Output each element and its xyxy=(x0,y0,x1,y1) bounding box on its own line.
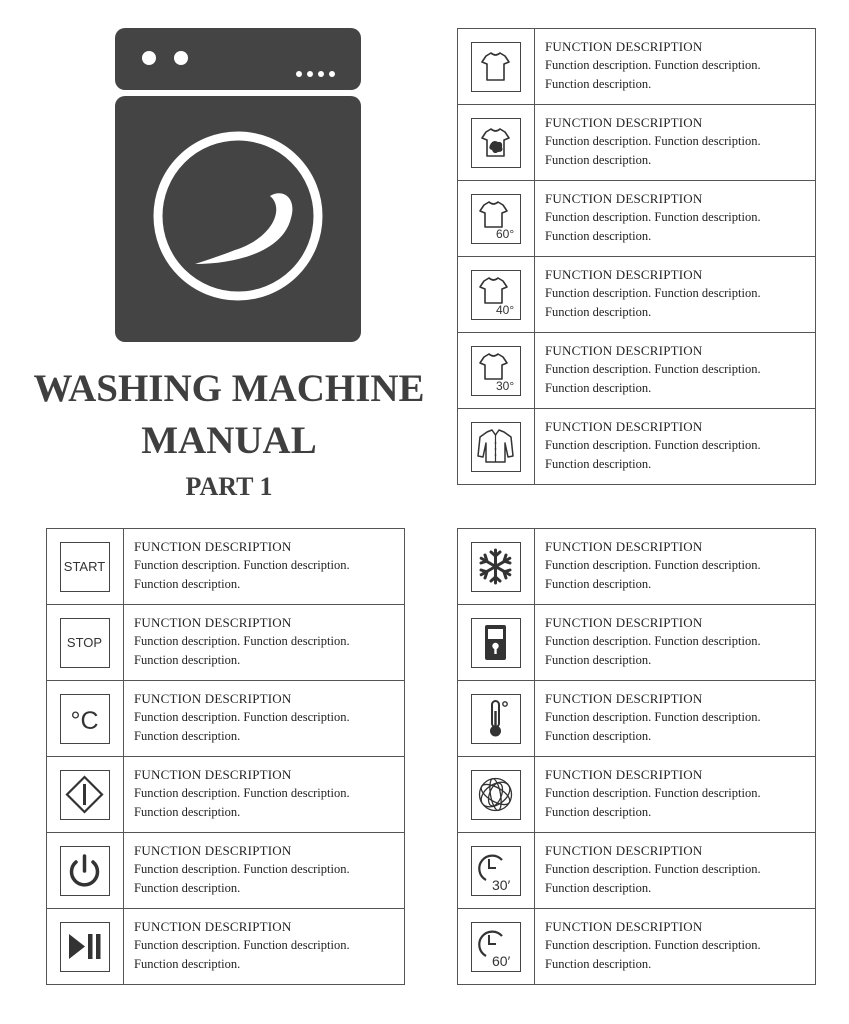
row-description: Function description. Function description. xyxy=(545,786,761,800)
table-row xyxy=(458,833,816,909)
row-description: Function description. Function description. xyxy=(134,634,350,648)
tshirt-40-icon xyxy=(471,270,521,320)
table-row xyxy=(47,529,405,605)
row-description: Function description. xyxy=(545,153,652,167)
row-heading: FUNCTION DESCRIPTION xyxy=(545,919,703,934)
table-row xyxy=(458,333,816,409)
table-row xyxy=(458,909,816,985)
row-heading: FUNCTION DESCRIPTION xyxy=(545,691,703,706)
row-description: Function description. Function description. xyxy=(134,710,350,724)
row-description: Function description. Function description. xyxy=(545,634,761,648)
row-description: Function description. xyxy=(545,653,652,667)
row-heading: FUNCTION DESCRIPTION xyxy=(545,539,703,554)
row-description: Function description. xyxy=(545,881,652,895)
row-description: Function description. xyxy=(545,229,652,243)
temperature-badge: 30° xyxy=(496,378,515,393)
functions-table-top-right xyxy=(457,28,816,485)
temperature-badge: 60° xyxy=(496,226,515,241)
celsius-icon xyxy=(60,694,110,744)
tshirt-60-icon xyxy=(471,194,521,244)
row-description: Function description. Function description. xyxy=(545,938,761,952)
row-heading: FUNCTION DESCRIPTION xyxy=(134,767,292,782)
row-heading: FUNCTION DESCRIPTION xyxy=(545,39,703,54)
title-line-1: WASHING MACHINE xyxy=(33,367,425,410)
row-description: Function description. xyxy=(134,805,241,819)
row-heading: FUNCTION DESCRIPTION xyxy=(134,691,292,706)
timer-badge: 60′ xyxy=(492,952,511,969)
row-description: Function description. xyxy=(545,77,652,91)
functions-table-bottom-left xyxy=(46,528,405,985)
row-description: Function description. Function description. xyxy=(545,710,761,724)
table-row xyxy=(47,833,405,909)
door-lock-icon xyxy=(471,618,521,668)
row-heading: FUNCTION DESCRIPTION xyxy=(545,115,703,130)
wool-ball-icon xyxy=(471,770,521,820)
row-description: Function description. Function description. xyxy=(545,286,761,300)
row-description: Function description. Function description. xyxy=(134,786,350,800)
row-description: Function description. xyxy=(134,729,241,743)
row-description: Function description. Function description. xyxy=(545,438,761,452)
table-row xyxy=(458,605,816,681)
table-row xyxy=(458,757,816,833)
washing-machine-icon xyxy=(115,28,361,342)
row-description: Function description. xyxy=(134,957,241,971)
table-row xyxy=(458,409,816,485)
power-icon xyxy=(60,846,110,896)
timer-30-icon xyxy=(471,846,521,896)
diamond-power-icon xyxy=(60,770,110,820)
row-description: Function description. xyxy=(545,381,652,395)
row-description: Function description. xyxy=(545,305,652,319)
table-row xyxy=(47,605,405,681)
stained-tshirt-icon xyxy=(471,118,521,168)
row-description: Function description. xyxy=(134,653,241,667)
celsius-label: °C xyxy=(70,706,99,735)
part-label: PART 1 xyxy=(185,472,273,501)
functions-table-bottom-right xyxy=(457,528,816,985)
row-description: Function description. xyxy=(545,729,652,743)
row-heading: FUNCTION DESCRIPTION xyxy=(134,539,292,554)
row-description: Function description. xyxy=(134,881,241,895)
stop-label: STOP xyxy=(66,634,103,650)
row-description: Function description. Function description. xyxy=(545,862,761,876)
row-heading: FUNCTION DESCRIPTION xyxy=(134,843,292,858)
row-description: Function description. xyxy=(134,577,241,591)
row-description: Function description. xyxy=(545,577,652,591)
table-row xyxy=(458,105,816,181)
start-label: START xyxy=(63,558,106,574)
row-description: Function description. xyxy=(545,957,652,971)
table-row xyxy=(47,909,405,985)
title-line-2: MANUAL xyxy=(141,419,317,462)
table-row xyxy=(47,681,405,757)
tshirt-icon xyxy=(471,42,521,92)
table-row xyxy=(458,529,816,605)
table-row xyxy=(458,681,816,757)
table-row xyxy=(458,257,816,333)
row-description: Function description. Function description. xyxy=(545,58,761,72)
row-heading: FUNCTION DESCRIPTION xyxy=(545,767,703,782)
row-description: Function description. Function description. xyxy=(545,134,761,148)
shirt-icon xyxy=(471,422,521,472)
row-heading: FUNCTION DESCRIPTION xyxy=(545,419,703,434)
row-description: Function description. Function description. xyxy=(545,558,761,572)
snowflake-icon xyxy=(471,542,521,592)
row-heading: FUNCTION DESCRIPTION xyxy=(545,267,703,282)
start-icon xyxy=(60,542,110,592)
table-row xyxy=(47,757,405,833)
table-row xyxy=(458,181,816,257)
row-description: Function description. Function description. xyxy=(545,362,761,376)
thermometer-icon xyxy=(471,694,521,744)
row-description: Function description. Function description. xyxy=(134,558,350,572)
row-heading: FUNCTION DESCRIPTION xyxy=(134,615,292,630)
row-description: Function description. xyxy=(545,805,652,819)
row-heading: FUNCTION DESCRIPTION xyxy=(545,615,703,630)
timer-60-icon xyxy=(471,922,521,972)
temperature-badge: 40° xyxy=(496,302,515,317)
row-heading: FUNCTION DESCRIPTION xyxy=(545,843,703,858)
row-heading: FUNCTION DESCRIPTION xyxy=(134,919,292,934)
row-description: Function description. xyxy=(545,457,652,471)
row-description: Function description. Function description. xyxy=(134,938,350,952)
row-heading: FUNCTION DESCRIPTION xyxy=(545,343,703,358)
timer-badge: 30′ xyxy=(492,876,511,893)
table-row xyxy=(458,29,816,105)
stop-icon xyxy=(60,618,110,668)
row-heading: FUNCTION DESCRIPTION xyxy=(545,191,703,206)
row-description: Function description. Function description. xyxy=(545,210,761,224)
tshirt-30-icon xyxy=(471,346,521,396)
play-pause-icon xyxy=(60,922,110,972)
row-description: Function description. Function description. xyxy=(134,862,350,876)
